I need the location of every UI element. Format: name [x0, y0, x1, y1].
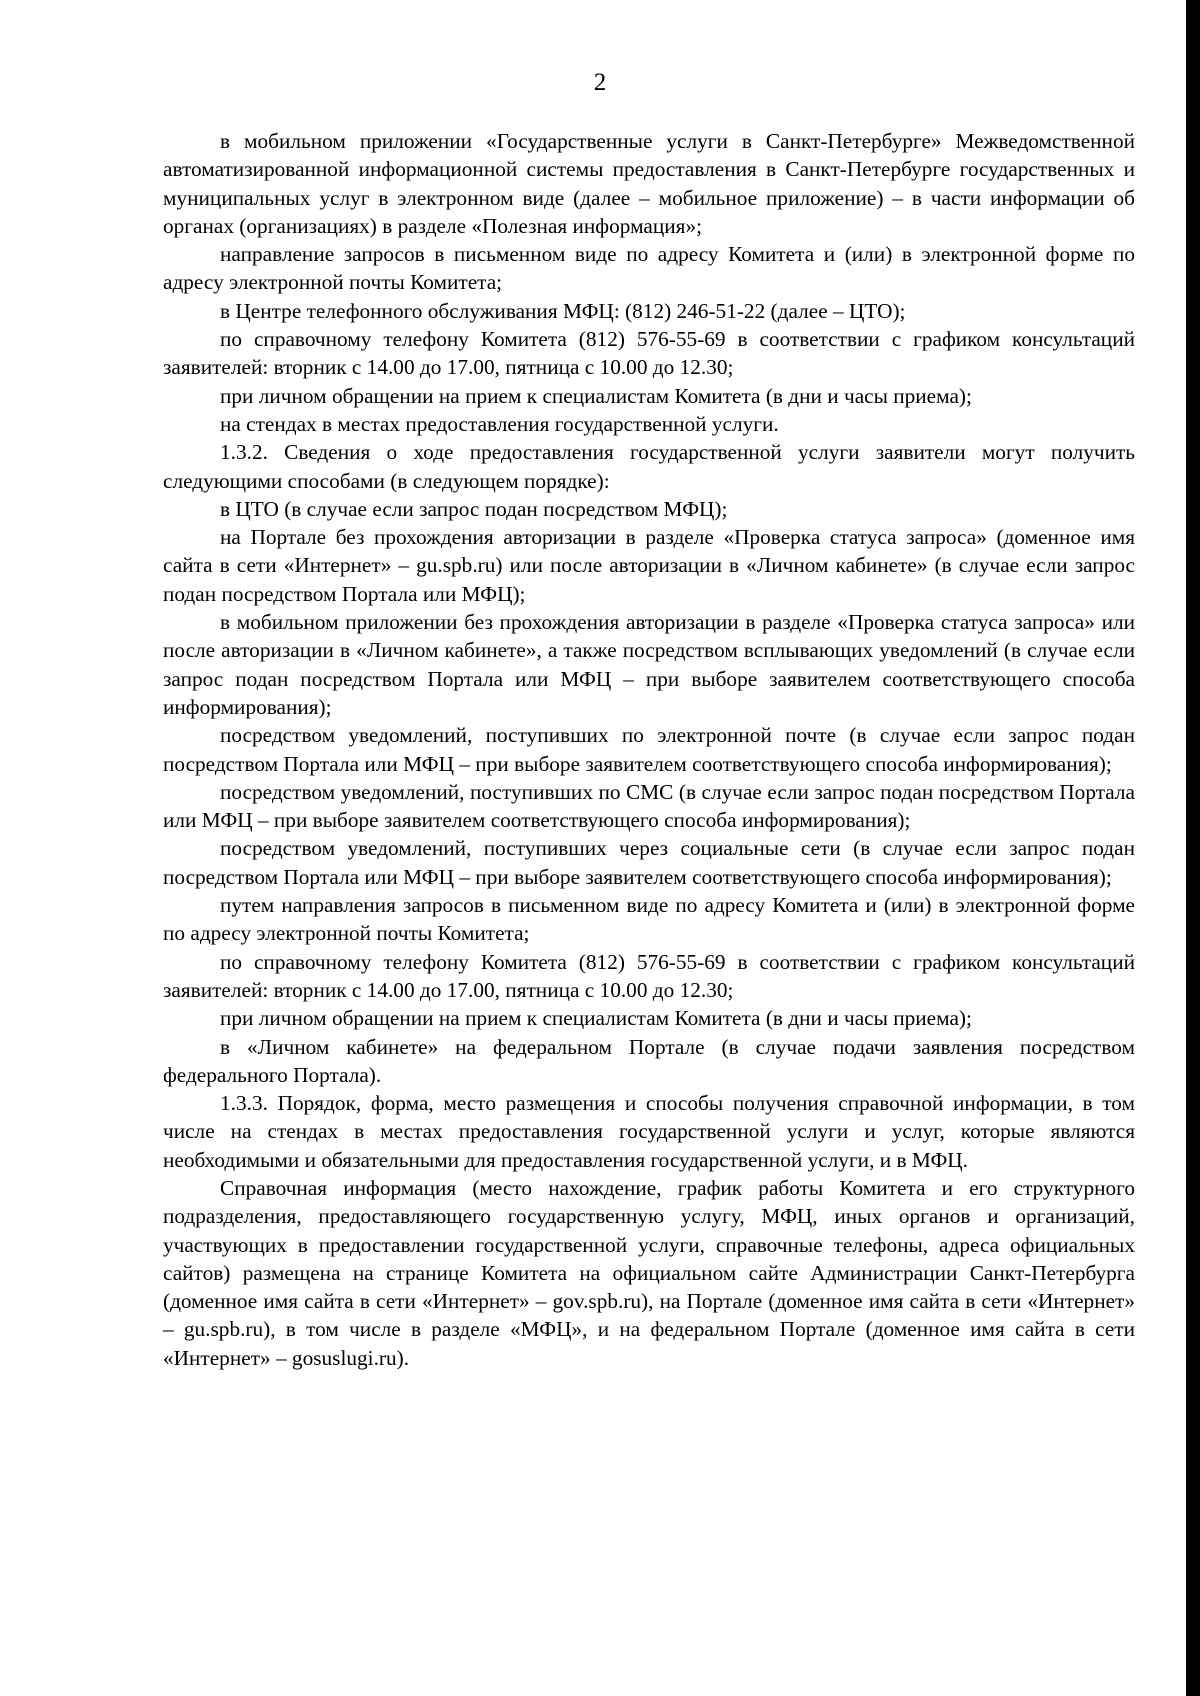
- paragraph-written-requests-status: путем направления запросов в письменном виде по адресу Комитета и (или) в электронной форме по адресу электронной почты Комитета;: [163, 893, 1135, 946]
- paragraph-stands: на стендах в местах предоставления государственной услуги.: [220, 411, 779, 436]
- paragraph-call-center: в Центре телефонного обслуживания МФЦ: (812) 246-51-22 (далее – ЦТО);: [220, 298, 906, 323]
- paragraph-portal-status: на Портале без прохождения авторизации в разделе «Проверка статуса запроса» (доменное имя сайта в сети «Интернет» – gu.spb.ru) или после авторизации в «Личном кабинете» (в случае если запрос подан посредством Портала или МФЦ);: [163, 525, 1135, 606]
- paragraph-personal-visit: при личном обращении на прием к специалистам Комитета (в дни и часы приема);: [220, 383, 972, 408]
- paragraph-section-1-3-3: 1.3.3. Порядок, форма, место размещения и способы получения справочной информации, в том числе на стендах в местах предоставления государственной услуги и услуг, которые являются необходимыми и обязательными для предоставления государственной услуги, и в МФЦ.: [163, 1091, 1135, 1172]
- paragraph-mobile-status: в мобильном приложении без прохождения авторизации в разделе «Проверка статуса запроса» или после авторизации в «Личном кабинете», а также посредством всплывающих уведомлений (в случае если запрос подан посредством Портала или МФЦ – при выборе заявителем соответствующего способа информирования);: [163, 610, 1135, 719]
- paragraph-reference-phone: по справочному телефону Комитета (812) 576-55-69 в соответствии с графиком консультаций заявителей: вторник с 14.00 до 17.00, пятница с 10.00 до 12.30;: [163, 327, 1135, 380]
- paragraph-sms-notifications: посредством уведомлений, поступивших по СМС (в случае если запрос подан посредством Портала или МФЦ – при выборе заявителем соответствующего способа информирования);: [163, 779, 1135, 833]
- paragraph-reference-phone-status: по справочному телефону Комитета (812) 576-55-69 в соответствии с графиком консультаций заявителей: вторник с 14.00 до 17.00, пятница с 10.00 до 12.30;: [163, 949, 1135, 1002]
- paragraph-cto-status: в ЦТО (в случае если запрос подан посредством МФЦ);: [220, 496, 728, 521]
- paragraph-written-requests: направление запросов в письменном виде по адресу Комитета и (или) в электронной форме по адресу электронной почты Комитета;: [163, 242, 1135, 295]
- paragraph-federal-portal-cabinet: в «Личном кабинете» на федеральном Портале (в случае подачи заявления посредством федерального Портала).: [163, 1034, 1135, 1087]
- document-body: [163, 127, 1135, 1372]
- paragraph-section-1-3-2: 1.3.2. Сведения о ходе предоставления государственной услуги заявители могут получить следующими способами (в следующем порядке):: [163, 440, 1135, 493]
- scan-edge-border: [1186, 0, 1200, 1696]
- paragraph-mobile-app: в мобильном приложении «Государственные услуги в Санкт-Петербурге» Межведомственной автоматизированной информационной системы предоставления в Санкт-Петербурге государственных и муниципальных услуг в электронном виде (далее – мобильное приложение) – в части информации об органах (организациях) в разделе «Полезная информация»;: [163, 129, 1135, 238]
- page-number: 2: [593, 69, 607, 96]
- paragraph-email-notifications: посредством уведомлений, поступивших по электронной почте (в случае если запрос подан посредством Портала или МФЦ – при выборе заявителем соответствующего способа информирования);: [163, 723, 1135, 776]
- paragraph-reference-info: Справочная информация (место нахождение, график работы Комитета и его структурного подразделения, предоставляющего государственную услугу, МФЦ, иных органов и организаций, участвующих в предоставлении государственной услуги, справочные телефоны, адреса официальных сайтов) размещена на странице Комитета на официальном сайте Администрации Санкт-Петербурга (доменное имя сайта в сети «Интернет» – gov.spb.ru), на Портале (доменное имя сайта в сети «Интернет» – gu.spb.ru), в том числе в разделе «МФЦ», и на федеральном Портале (доменное имя сайта в сети «Интернет» – gosuslugi.ru).: [163, 1175, 1135, 1370]
- paragraph-personal-visit-status: при личном обращении на прием к специалистам Комитета (в дни и часы приема);: [220, 1006, 972, 1031]
- paragraph-social-notifications: посредством уведомлений, поступивших через социальные сети (в случае если запрос подан посредством Портала или МФЦ – при выборе заявителем соответствующего способа информирования);: [163, 836, 1135, 889]
